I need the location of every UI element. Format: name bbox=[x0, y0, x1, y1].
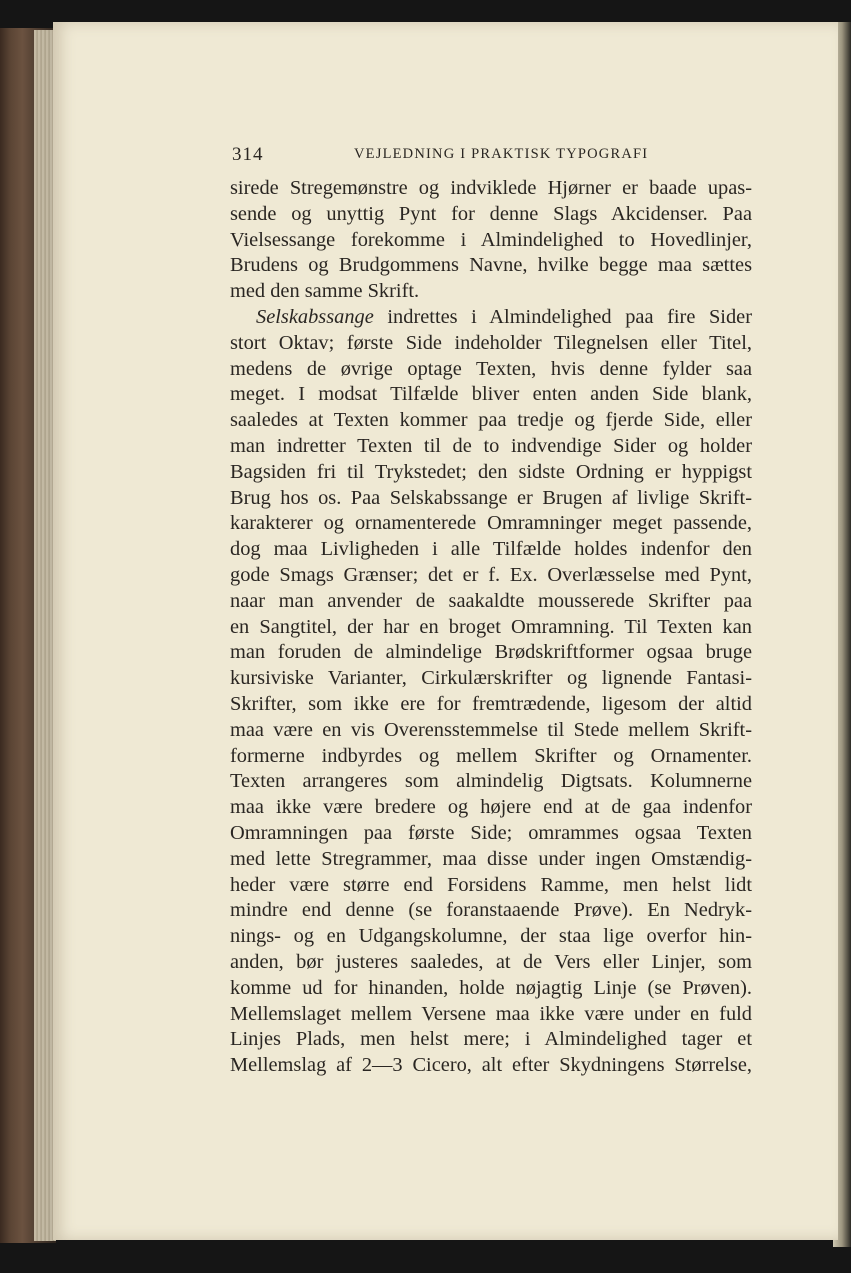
text-line: stort Oktav; første Side indeholder Tilegnelsen eller Titel, bbox=[230, 331, 752, 354]
text-line: naar man anvender de saakaldte mousserede Skrifter paa bbox=[230, 589, 752, 612]
running-title: VEJLEDNING I PRAKTISK TYPOGRAFI bbox=[354, 146, 649, 162]
text-line: Mellemslaget mellem Versene maa ikke være under en fuld bbox=[230, 1002, 752, 1025]
text-line: Linjes Plads, men helst mere; i Almindelighed tager et bbox=[230, 1028, 752, 1051]
text-line-rest: indrettes i Almindelighed paa fire Sider bbox=[387, 305, 752, 328]
text-line: dog maa Livligheden i alle Tilfælde holdes indenfor den bbox=[230, 538, 752, 561]
text-line: en Sangtitel, der har en broget Omramning. Til Texten kan bbox=[230, 615, 752, 638]
text-line: saaledes at Texten kommer paa tredje og fjerde Side, eller bbox=[230, 409, 752, 432]
text-line: man indretter Texten til de to indvendige Sider og holder bbox=[230, 434, 752, 457]
page-number: 314 bbox=[232, 144, 264, 165]
text-line: Omramningen paa første Side; omrammes ogsaa Texten bbox=[230, 821, 752, 844]
text-line: anden, bør justeres saaledes, at de Vers eller Linjer, som bbox=[230, 950, 752, 973]
text-line: sende og unyttig Pynt for denne Slags Akcidenser. Paa bbox=[230, 202, 752, 225]
body-text bbox=[230, 176, 752, 1079]
text-line: Vielsessange forekomme i Almindelighed to Hovedlinjer, bbox=[230, 228, 752, 251]
text-line: Brudens og Brudgommens Navne, hvilke begge maa sættes bbox=[230, 254, 752, 277]
text-line: karakterer og ornamenterede Omramninger meget passende, bbox=[230, 512, 752, 535]
text-line: komme ud for hinanden, holde nøjagtig Linje (se Prøven). bbox=[230, 976, 752, 999]
text-line: Texten arrangeres som almindelig Digtsats. Kolumnerne bbox=[230, 770, 752, 793]
text-line: man foruden de almindelige Brødskriftformer ogsaa bruge bbox=[230, 641, 752, 664]
text-line: mindre end denne (se foranstaaende Prøve). En Nedryk- bbox=[230, 899, 752, 922]
italic-lead-word: Selskabssange bbox=[256, 305, 374, 328]
paragraph-start-line bbox=[230, 305, 752, 331]
text-line: formerne indbyrdes og mellem Skrifter og Ornamenter. bbox=[230, 744, 752, 767]
text-line: Bagsiden fri til Trykstedet; den sidste Ordning er hyppigst bbox=[230, 460, 752, 483]
page-header bbox=[232, 144, 752, 170]
text-line: maa ikke være bredere og højere end at de gaa indenfor bbox=[230, 796, 752, 819]
text-line: nings- og en Udgangskolumne, der staa lige overfor hin- bbox=[230, 925, 752, 948]
text-line: Mellemslag af 2—3 Cicero, alt efter Skydningens Størrelse, bbox=[230, 1054, 752, 1077]
text-line: maa være en vis Overensstemmelse til Stede mellem Skrift- bbox=[230, 718, 752, 741]
text-line: kursiviske Varianter, Cirkulærskrifter og lignende Fantasi- bbox=[230, 667, 752, 690]
text-line: Skrifter, som ikke ere for fremtrædende, ligesom der altid bbox=[230, 692, 752, 715]
text-line: meget. I modsat Tilfælde bliver enten anden Side blank, bbox=[230, 383, 752, 406]
text-line: Brug hos os. Paa Selskabssange er Brugen af livlige Skrift- bbox=[230, 486, 752, 509]
text-line: gode Smags Grænser; det er f. Ex. Overlæsselse med Pynt, bbox=[230, 563, 752, 586]
text-line: medens de øvrige optage Texten, hvis denne fylder saa bbox=[230, 357, 752, 380]
text-line: heder være større end Forsidens Ramme, men helst lidt bbox=[230, 873, 752, 896]
text-line: sirede Stregemønstre og indviklede Hjørner er baade upas- bbox=[230, 177, 752, 199]
text-line: med lette Stregrammer, maa disse under ingen Omstændig- bbox=[230, 847, 752, 870]
text-line: med den samme Skrift. bbox=[230, 280, 420, 303]
